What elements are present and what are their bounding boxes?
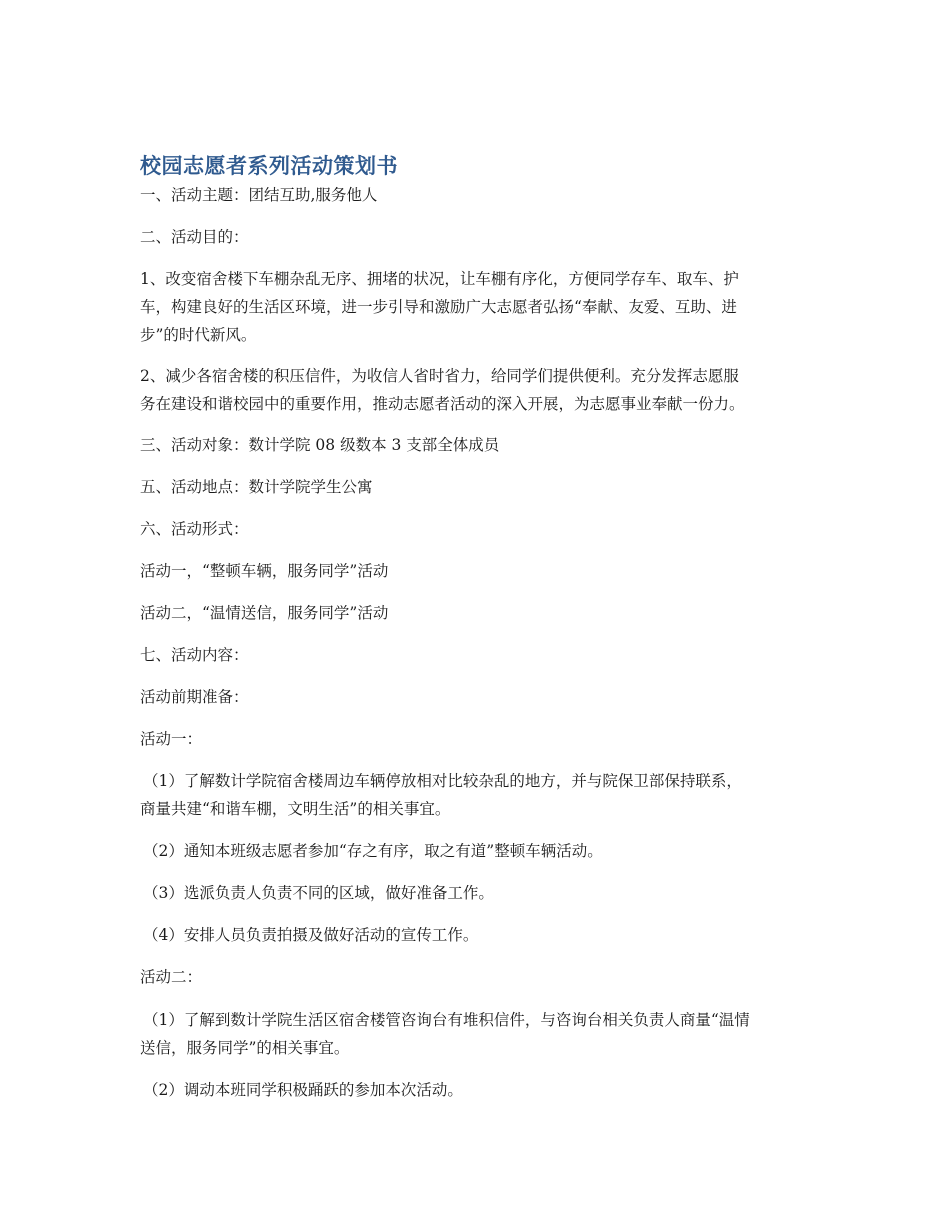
activity1-heading: 活动一： xyxy=(140,730,203,748)
activity-theme: 一、活动主题：团结互助,服务他人 xyxy=(140,186,378,204)
form-item-2: 活动二，“温情送信，服务同学”活动 xyxy=(140,604,389,622)
purpose-item-1-line-1: 1、改变宿舍楼下车棚杂乱无序、拥堵的状况，让车棚有序化，方便同学存车、取车、护 xyxy=(140,270,739,288)
purpose-item-2-line-2: 务在建设和谐校园中的重要作用，推动志愿者活动的深入开展，为志愿事业奉献一份力。 xyxy=(140,395,745,413)
activity-location: 五、活动地点：数计学院学生公寓 xyxy=(140,478,373,496)
activity2-item-1-line-1: （1）了解到数计学院生活区宿舍楼管咨询台有堆积信件，与咨询台相关负责人商量“温情 xyxy=(143,1011,750,1029)
activity2-heading: 活动二： xyxy=(140,968,203,986)
form-item-1: 活动一，“整顿车辆，服务同学”活动 xyxy=(140,562,389,580)
form-heading: 六、活动形式： xyxy=(140,520,249,538)
activity-target: 三、活动对象：数计学院 08 级数本 3 支部全体成员 xyxy=(140,436,500,454)
purpose-heading: 二、活动目的： xyxy=(140,228,249,246)
activity2-item-1-line-2: 送信，服务同学”的相关事宜。 xyxy=(140,1039,350,1057)
purpose-item-1-line-3: 步”的时代新风。 xyxy=(140,326,257,344)
activity1-item-1-line-1: （1）了解数计学院宿舍楼周边车辆停放相对比较杂乱的地方，并与院保卫部保持联系， xyxy=(143,772,742,790)
activity1-item-3: （3）选派负责人负责不同的区域，做好准备工作。 xyxy=(143,884,494,902)
prep-heading: 活动前期准备： xyxy=(140,688,249,706)
activity1-item-1-line-2: 商量共建“和谐车棚，文明生活”的相关事宜。 xyxy=(140,800,451,818)
purpose-item-2-line-1: 2、减少各宿舍楼的积压信件，为收信人省时省力，给同学们提供便利。充分发挥志愿服 xyxy=(140,367,739,385)
document-title: 校园志愿者系列活动策划书 xyxy=(140,154,398,178)
activity1-item-2: （2）通知本班级志愿者参加“存之有序，取之有道”整顿车辆活动。 xyxy=(143,842,603,860)
activity1-item-4: （4）安排人员负责拍摄及做好活动的宣传工作。 xyxy=(143,926,479,944)
purpose-item-1-line-2: 车，构建良好的生活区环境，进一步引导和激励广大志愿者弘扬“奉献、友爱、互助、进 xyxy=(140,298,737,316)
activity2-item-2: （2）调动本班同学积极踊跃的参加本次活动。 xyxy=(143,1081,463,1099)
content-heading: 七、活动内容： xyxy=(140,646,249,664)
